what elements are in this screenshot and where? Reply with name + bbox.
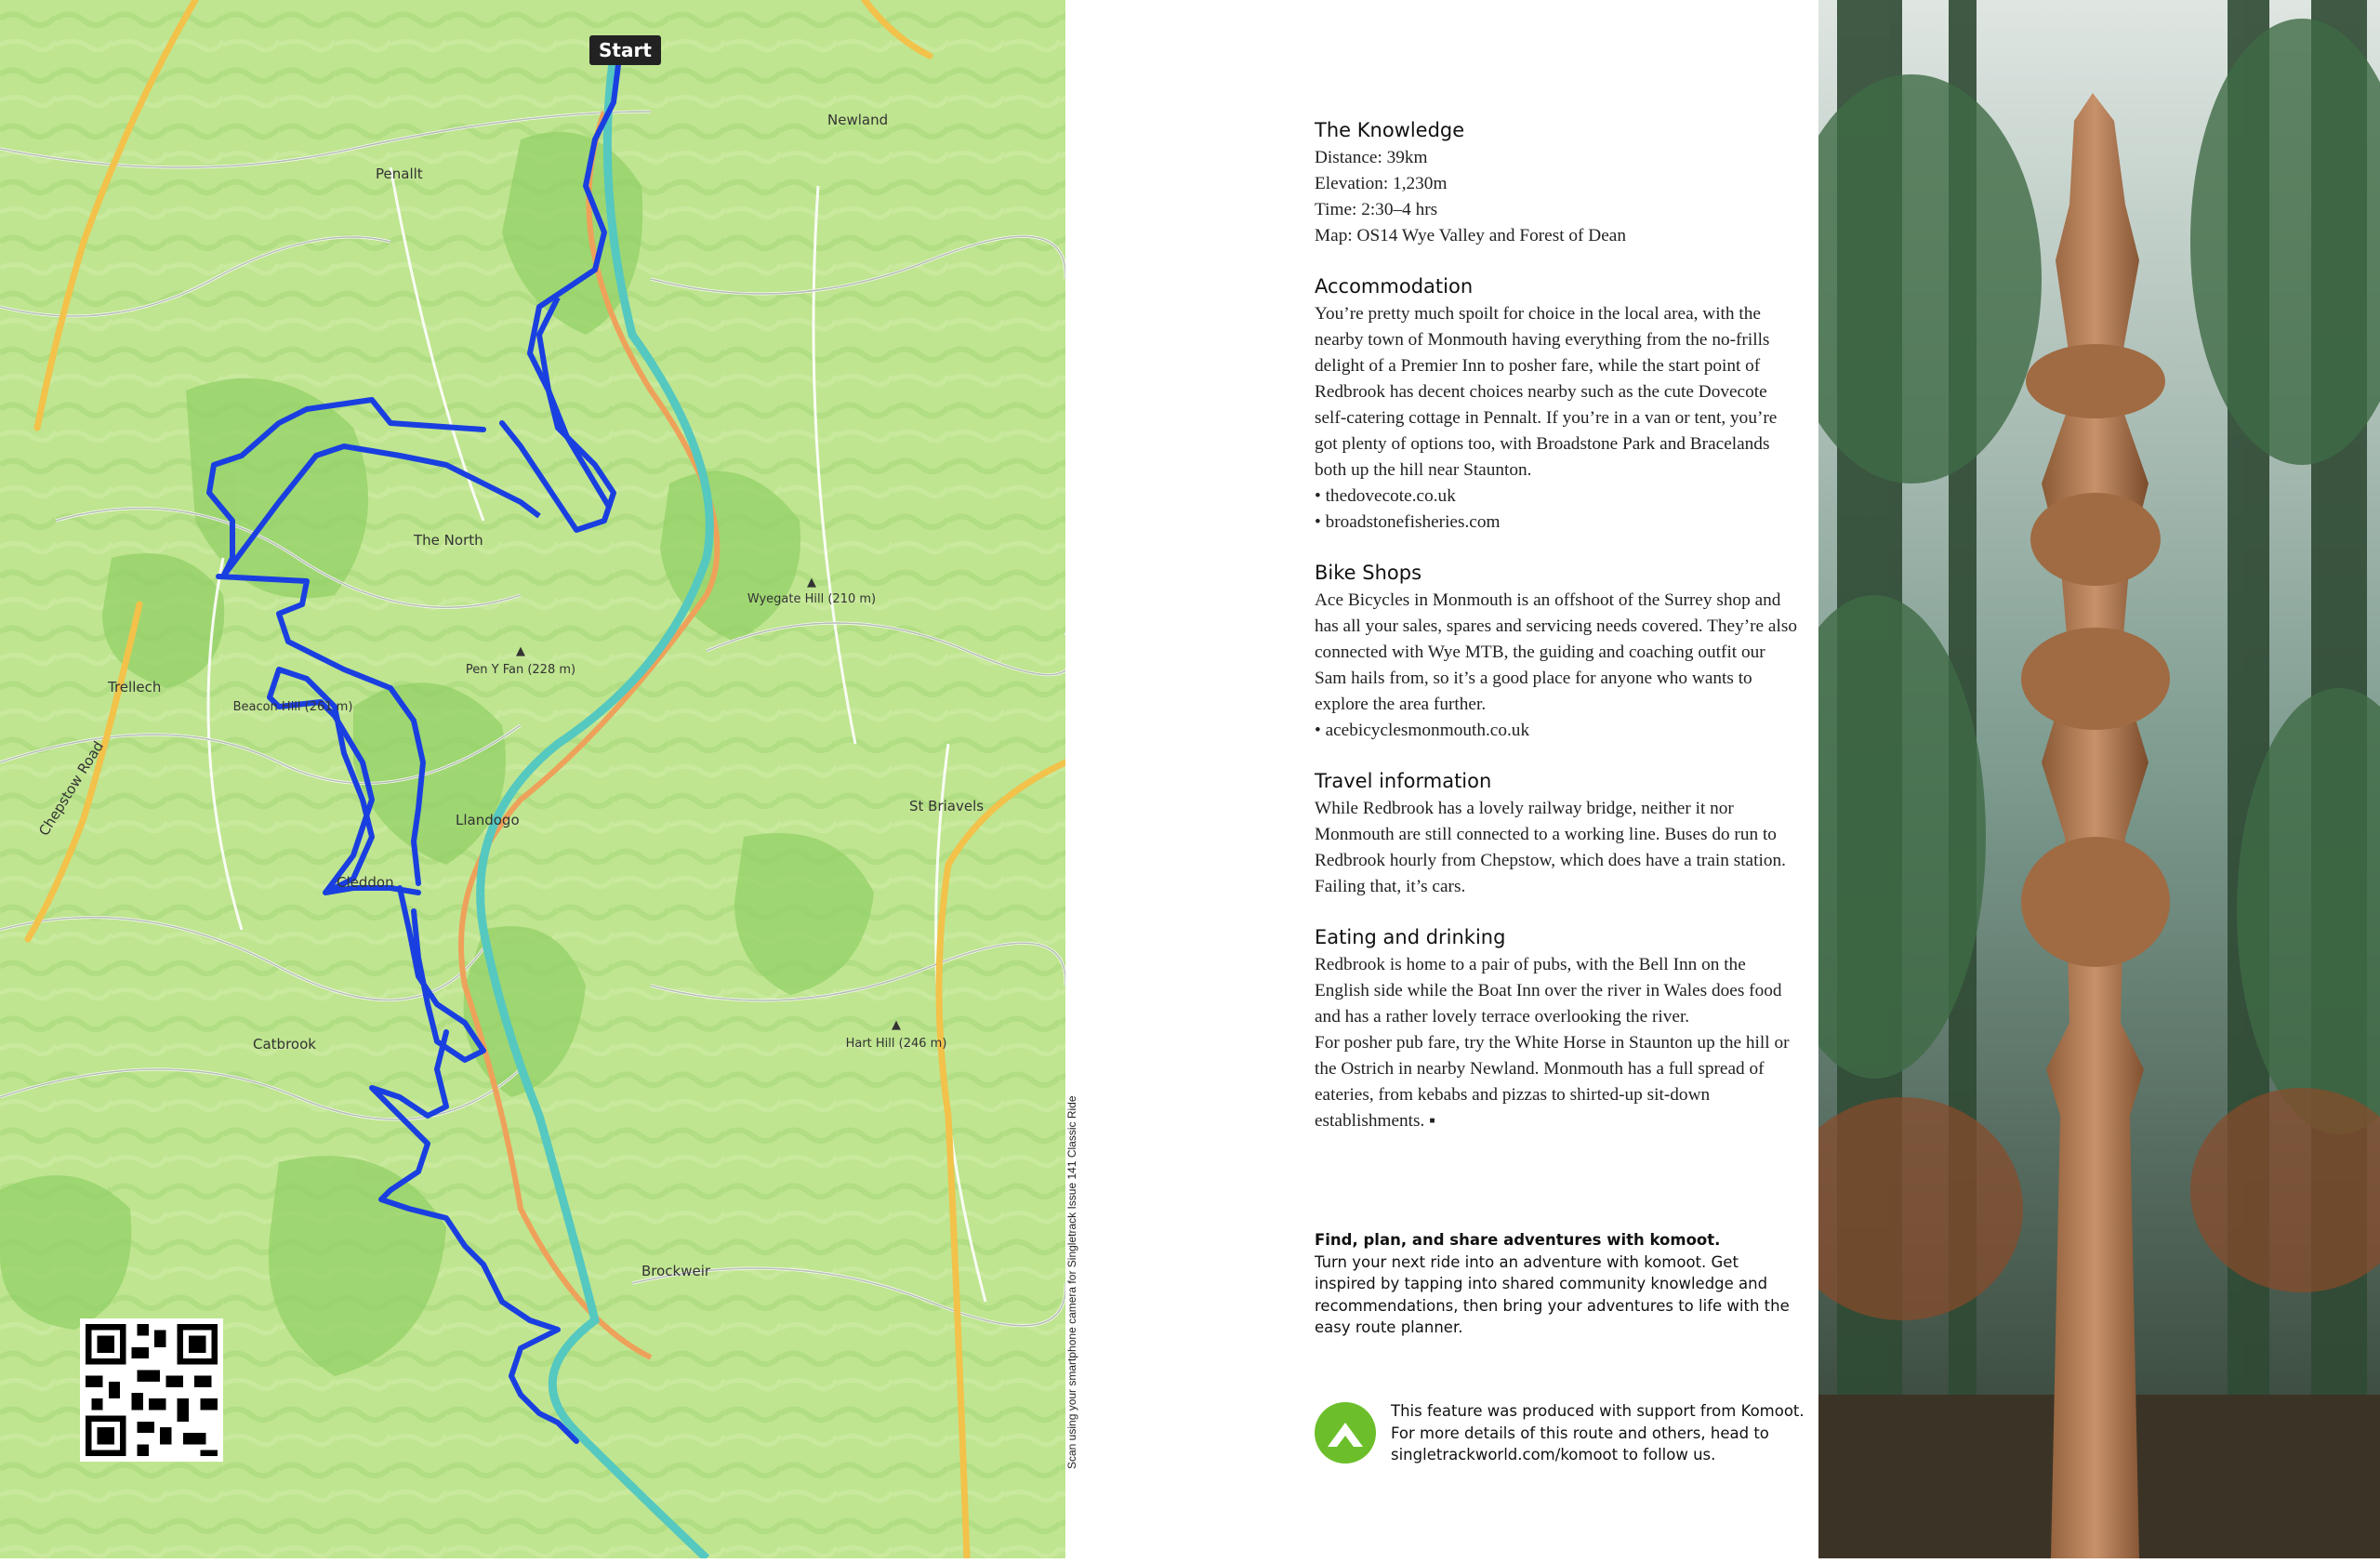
qr-caption: Scan using your smartphone camera for Singletrack Issue 141 Classic Ride xyxy=(1065,1095,1078,1469)
link-item: • thedovecote.co.uk xyxy=(1315,486,1456,506)
hill-label: Pen Y Fan (228 m) xyxy=(465,663,576,677)
section-bike-shops xyxy=(1315,562,1798,744)
place-label: Newland xyxy=(827,112,889,128)
info-column xyxy=(1315,119,1798,1160)
place-label: Penallt xyxy=(376,166,423,182)
place-label: Trellech xyxy=(108,679,162,695)
place-label: The North xyxy=(414,532,483,549)
place-label: Cleddon xyxy=(337,874,394,891)
place-label: Llandogo xyxy=(456,812,520,828)
section-heading: Travel information xyxy=(1315,770,1492,792)
body-paragraph: For posher pub fare, try the White Horse in Staunton up the hill or the Ostrich in nearby Newland. Monmouth has a full spread of eateries, from kebabs and pizzas to shirted-up sit-down establishments. ▪ xyxy=(1315,1033,1790,1131)
body-paragraph: While Redbrook has a lovely railway bridge, neither it nor Monmouth are still connected to a working line. Buses do run to Redbrook hourly from Chepstow, which does have a train station. Failing that, it’s cars. xyxy=(1315,799,1786,896)
start-marker: Start xyxy=(589,35,661,65)
route-map xyxy=(0,0,1078,1558)
body-paragraph: You’re pretty much spoilt for choice in the local area, with the nearby town of Monmouth having everything from the no-frills delight of a Premier Inn to posher fare, while the start point of Redbrook has decent choices nearby such as the cute Dovecote self-catering cottage in Pennalt. If you’re in a van or tent, you’re got plenty of options too, with Broadstone Park and Bracelands both up the hill near Staunton. xyxy=(1315,304,1778,480)
place-label: Catbrook xyxy=(253,1036,316,1053)
section-heading: Eating and drinking xyxy=(1315,926,1506,948)
stat-distance: Distance: 39km xyxy=(1315,148,1428,167)
section-heading: Accommodation xyxy=(1315,275,1474,298)
hill-label: Wyegate Hill (210 m) xyxy=(747,592,877,606)
summit-icon: ▲ xyxy=(516,644,525,658)
stat-time: Time: 2:30–4 hrs xyxy=(1315,200,1438,219)
komoot-promo xyxy=(1315,1229,1798,1339)
body-paragraph: Ace Bicycles in Monmouth is an offshoot of the Surrey shop and has all your sales, spares and servicing needs covered. They’re also connected with Wye MTB, the guiding and coaching outfit our Sam hails from, so it’s a good place for anyone who wants to explore the area further. xyxy=(1315,590,1797,714)
summit-icon: ▲ xyxy=(807,576,816,589)
forest-totem-photo xyxy=(1818,0,2380,1558)
place-label: Brockweir xyxy=(641,1263,711,1279)
stat-elevation: Elevation: 1,230m xyxy=(1315,174,1448,193)
hill-label: Beacon Hill (261 m) xyxy=(232,700,353,714)
komoot-body: Turn your next ride into an adventure with komoot. Get inspired by tapping into shared community knowledge and recommendations, then bring your adventures to life with the easy route planner. xyxy=(1315,1252,1790,1336)
stat-map: Map: OS14 Wye Valley and Forest of Dean xyxy=(1315,226,1626,245)
section-heading: Bike Shops xyxy=(1315,562,1422,584)
section-travel xyxy=(1315,770,1798,900)
section-knowledge xyxy=(1315,119,1798,249)
section-accommodation xyxy=(1315,275,1798,536)
komoot-feature-note: This feature was produced with support from Komoot. For more details of this route and others, head to singletrackworld.com/komoot to follow us. xyxy=(1391,1402,1805,1464)
road-label: Chepstow Road xyxy=(35,737,108,840)
hill-label: Hart Hill (246 m) xyxy=(845,1037,947,1051)
place-label: St Briavels xyxy=(909,798,985,815)
qr-code xyxy=(80,1318,223,1462)
summit-icon: ▲ xyxy=(892,1018,901,1032)
section-heading: The Knowledge xyxy=(1315,119,1465,141)
link-item: • broadstonefisheries.com xyxy=(1315,512,1501,532)
body-paragraph: Redbrook is home to a pair of pubs, with the Bell Inn on the English side while the Boat Inn over the river in Wales does food and has a rather lovely terrace overlooking the river. xyxy=(1315,955,1782,1027)
section-eating xyxy=(1315,926,1798,1134)
link-item: • acebicyclesmonmouth.co.uk xyxy=(1315,721,1530,740)
komoot-logo-icon xyxy=(1315,1402,1376,1464)
komoot-headline: Find, plan, and share adventures with komoot. xyxy=(1315,1231,1721,1249)
